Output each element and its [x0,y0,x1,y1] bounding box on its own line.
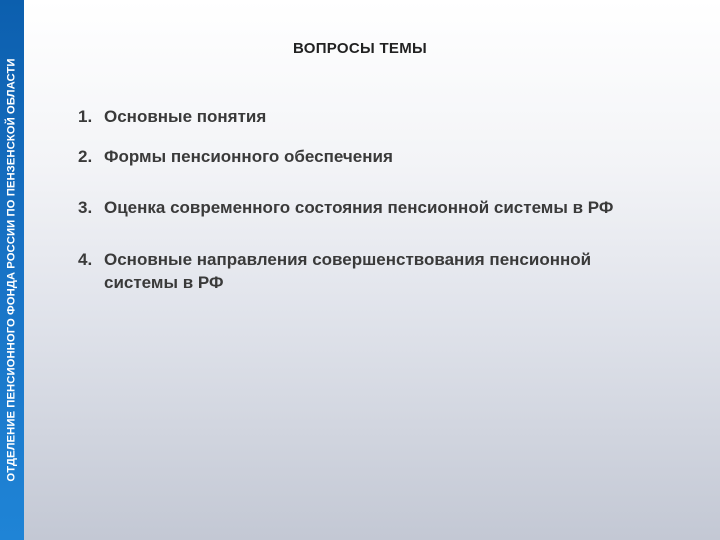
topic-text-continuation: системы в РФ [104,273,224,292]
topic-text: Основные направления совершенствования пенсионной [104,250,592,269]
slide-title: ВОПРОСЫ ТЕМЫ [293,40,428,57]
topic-item [78,145,638,168]
topic-number: 1. [78,107,93,126]
topic-item [78,105,638,128]
topic-number: 4. [78,250,93,269]
topic-text: Формы пенсионного обеспечения [104,147,393,166]
topic-text: Основные понятия [104,107,267,126]
topic-number: 2. [78,147,93,166]
topic-item [78,248,638,294]
topic-number: 3. [78,198,93,217]
topic-text: Оценка современного состояния пенсионной системы в РФ [104,198,614,217]
topic-item [78,196,638,219]
side-banner-text: ОТДЕЛЕНИЕ ПЕНСИОННОГО ФОНДА РОССИИ ПО ПЕНЗЕНСКОЙ ОБЛАСТИ [5,58,18,482]
side-banner [0,0,24,540]
